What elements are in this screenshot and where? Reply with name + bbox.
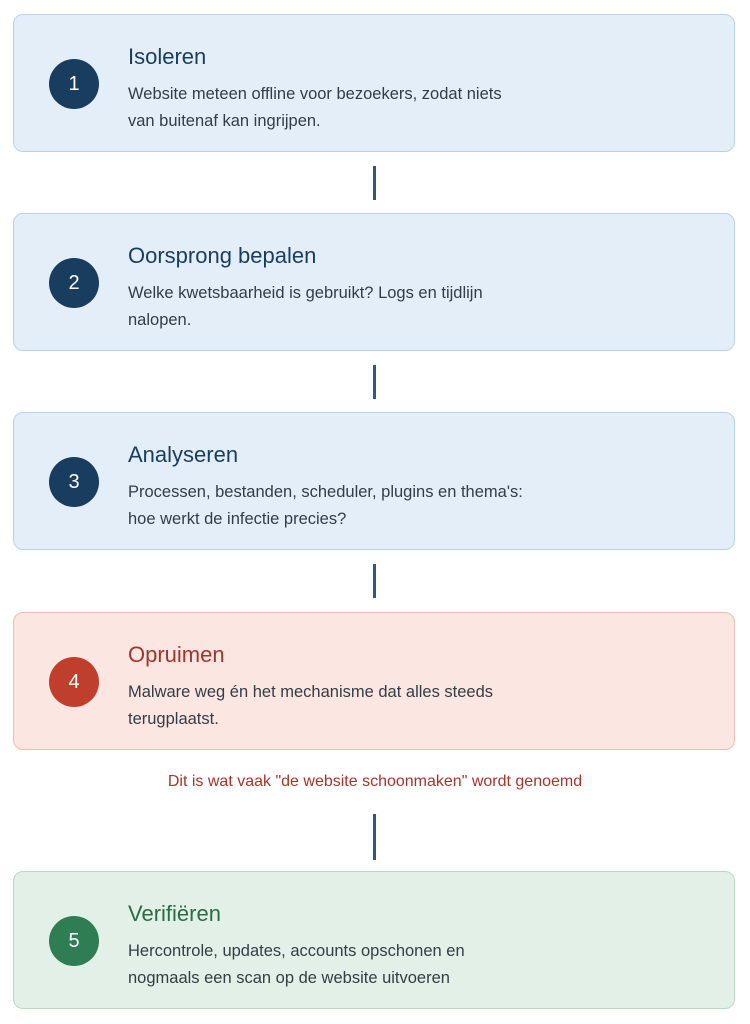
step-card-oorsprong-bepalen	[13, 213, 735, 351]
step-title: Isoleren	[128, 44, 207, 69]
step-description: Website meteen offline voor bezoekers, zodat niets van buitenaf kan ingrijpen.	[128, 85, 502, 130]
step-number-badge: 3	[49, 457, 99, 507]
step-card-opruimen	[13, 612, 735, 750]
connector-line	[373, 365, 376, 399]
step-description: Welke kwetsbaarheid is gebruikt? Logs en tijdlijn nalopen.	[128, 284, 483, 329]
connector-line	[373, 564, 376, 598]
step-title: Opruimen	[128, 642, 225, 667]
step-card-analyseren	[13, 412, 735, 550]
connector-line	[373, 166, 376, 200]
step-card-isoleren	[13, 14, 735, 152]
step-description: Processen, bestanden, scheduler, plugins en thema's: hoe werkt de infectie precies?	[128, 483, 523, 528]
step-card-verifieren	[13, 871, 735, 1009]
step-title: Verifiëren	[128, 901, 221, 926]
step-number-badge: 4	[49, 657, 99, 707]
step-title: Analyseren	[128, 442, 239, 467]
step-number-badge: 1	[49, 59, 99, 109]
step-description: Hercontrole, updates, accounts opschonen en nogmaals een scan op de website uitvoeren	[128, 942, 465, 987]
connector-line	[373, 814, 376, 860]
step-number-badge: 5	[49, 916, 99, 966]
step-description: Malware weg én het mechanisme dat alles steeds terugplaatst.	[128, 683, 494, 728]
step-number-badge: 2	[49, 258, 99, 308]
step-title: Oorsprong bepalen	[128, 243, 317, 268]
cleanup-note: Dit is wat vaak "de website schoonmaken" wordt genoemd	[167, 773, 583, 790]
